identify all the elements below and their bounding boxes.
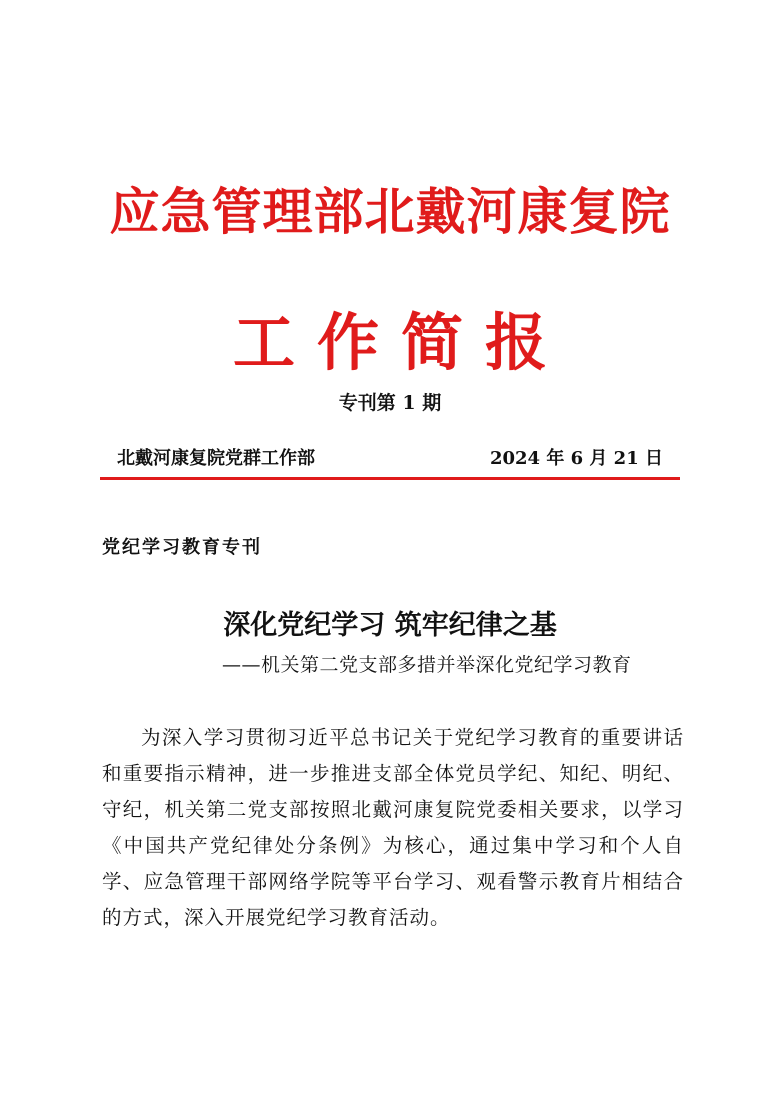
publish-date: 2024 年 6 月 21 日: [489, 448, 663, 469]
publisher: 北戴河康复院党群工作部: [117, 448, 315, 469]
header-divider: [100, 477, 680, 480]
report-title: 工作简报: [232, 306, 569, 379]
article-subtitle: ——机关第二党支部多措并举深化党纪学习教育: [222, 654, 632, 676]
section-label: 党纪学习教育专刊: [102, 537, 262, 558]
article-paragraph: 为深入学习贯彻习近平总书记关于党纪学习教育的重要讲话和重要指示精神，进一步推进支部全体党员学纪、知纪、明纪、守纪，机关第二党支部按照北戴河康复院党委相关要求，以学习《中国共产党纪律处分条例》为核心，通过集中学习和个人自学、应急管理干部网络学院等平台学习、观看警示教育片相结合的方式，深入开展党纪学习教育活动。: [102, 726, 684, 929]
org-title: 应急管理部北戴河康复院: [109, 182, 671, 241]
article-title: 深化党纪学习 筑牢纪律之基: [223, 610, 557, 641]
issue-number: 专刊第 1 期: [338, 392, 442, 414]
